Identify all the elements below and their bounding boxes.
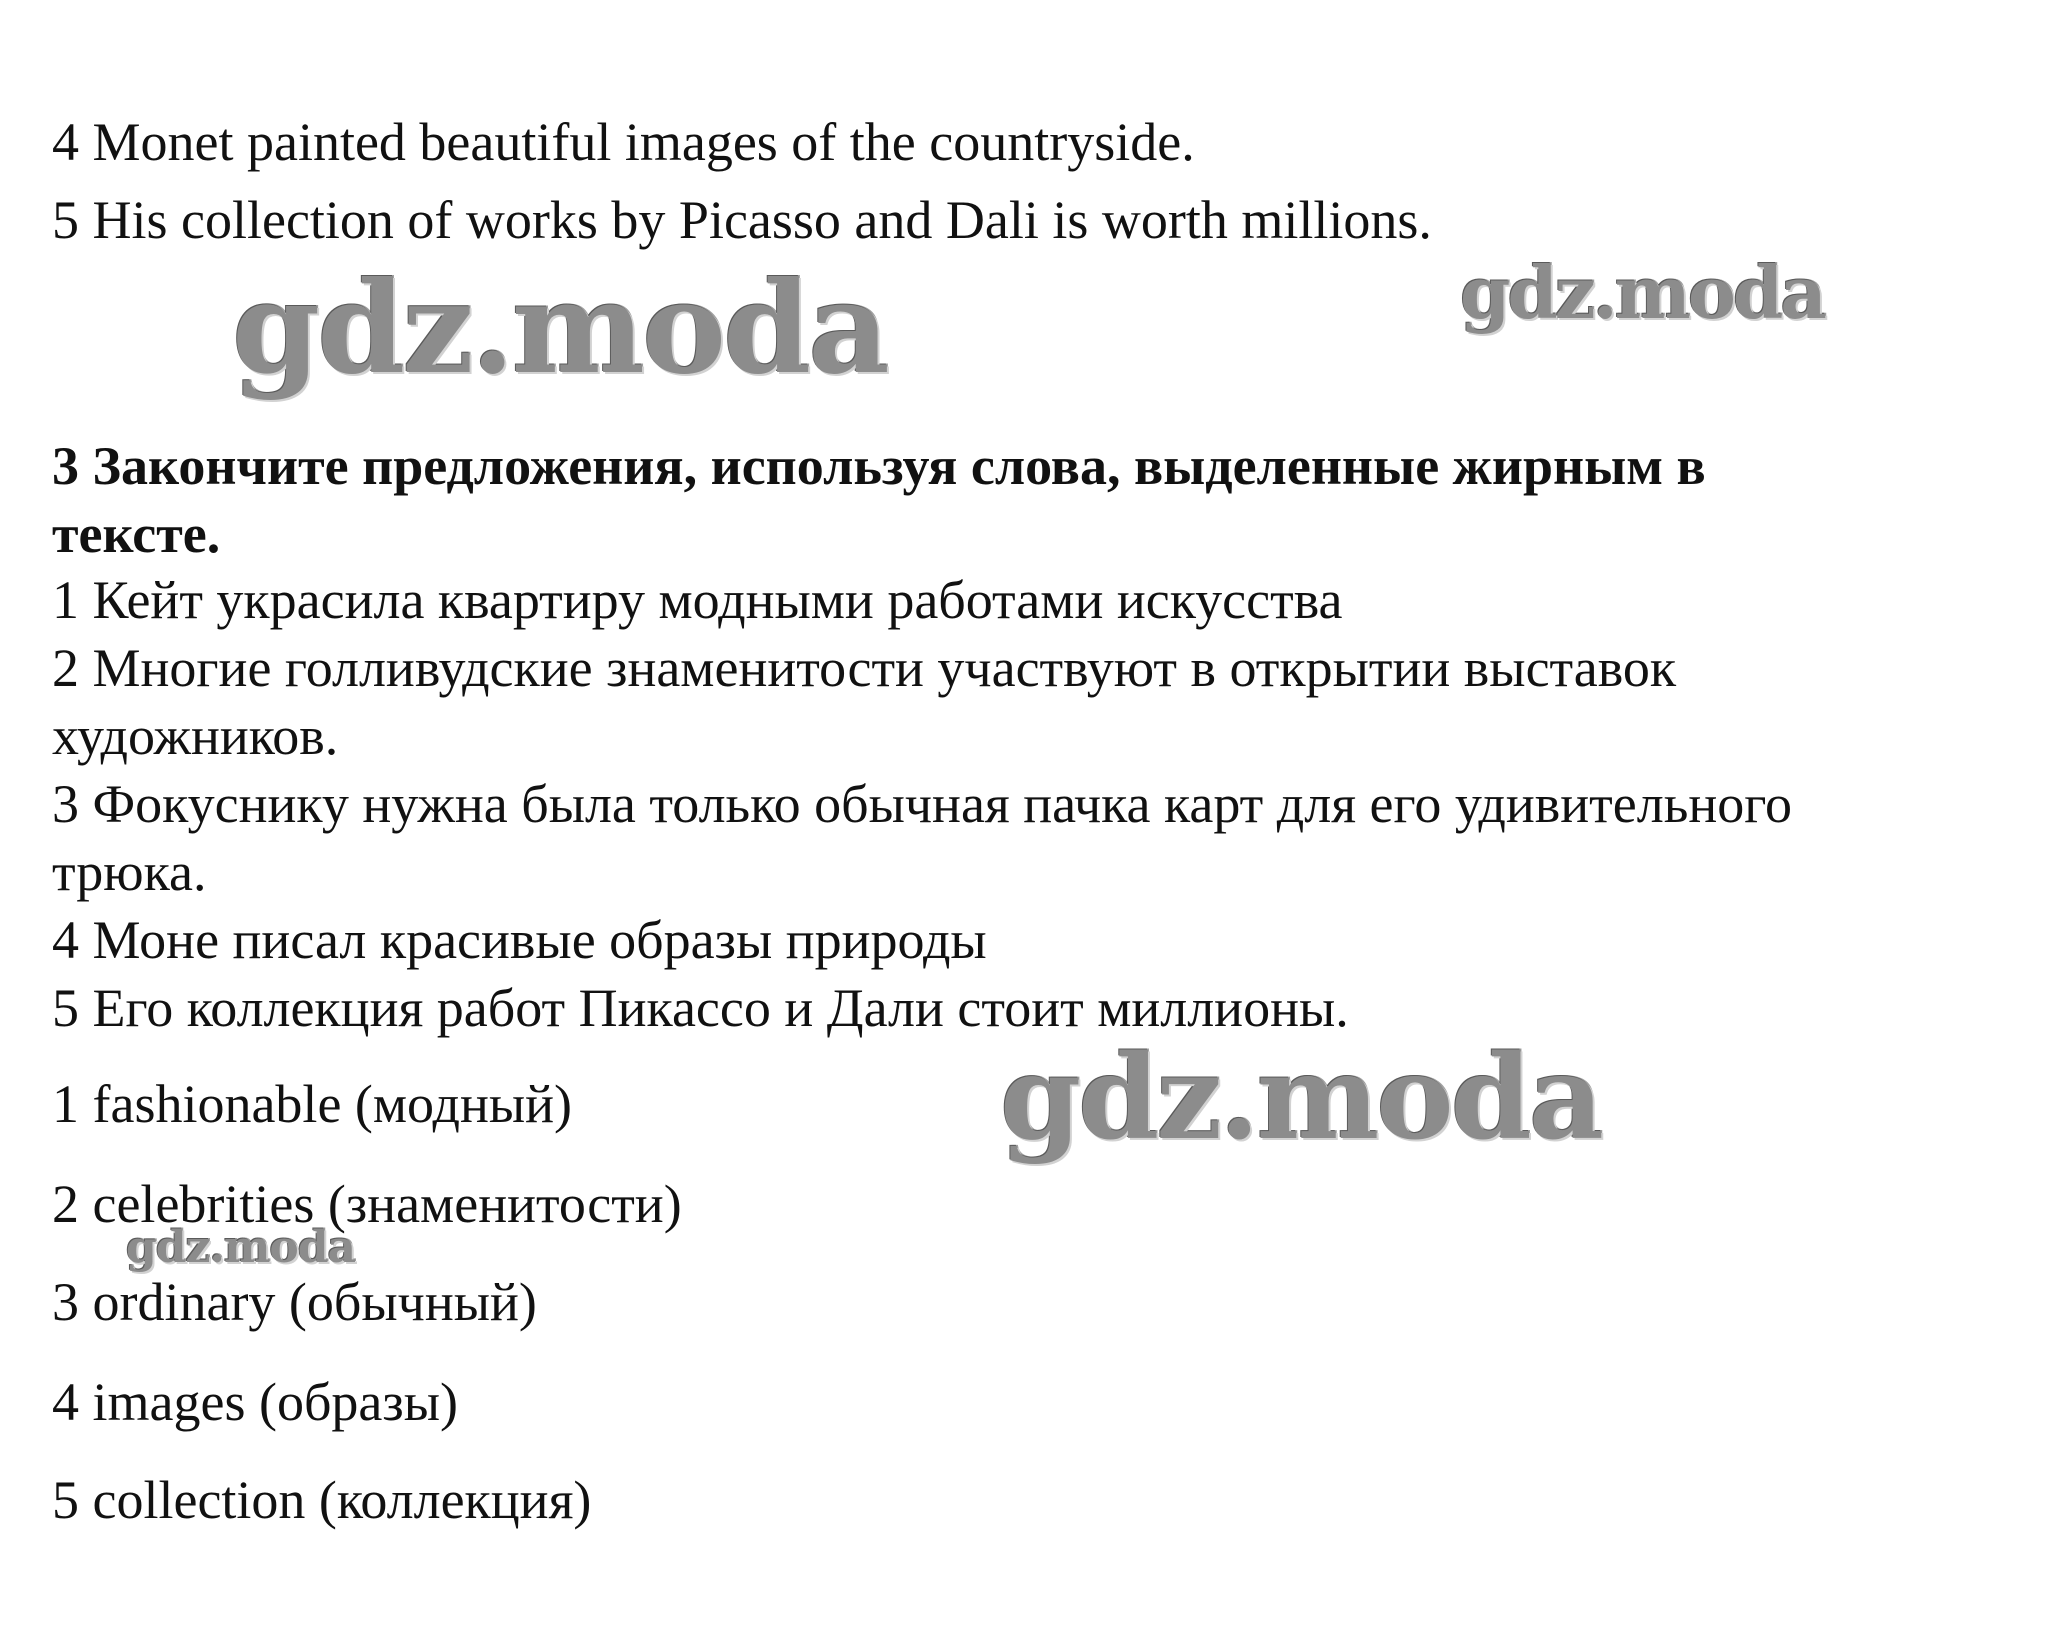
answer-1: 1 fashionable (модный) (52, 1074, 573, 1134)
translation-4: 4 Моне писал красивые образы природы (52, 910, 987, 970)
translation-5: 5 Его коллекция работ Пикассо и Дали стоит миллионы. (52, 978, 1349, 1038)
sentence-5-english: 5 His collection of works by Picasso and Dali is worth millions. (52, 190, 1432, 250)
translation-3: 3 Фокуснику нужна была только обычная пачка карт для его удивительного (52, 774, 1793, 834)
sentence-4-english: 4 Monet painted beautiful images of the countryside. (52, 112, 1195, 172)
answer-4: 4 images (образы) (52, 1372, 458, 1432)
answer-5: 5 collection (коллекция) (52, 1470, 592, 1530)
watermark-top-right: gdz.moda (1460, 250, 1824, 335)
watermark-large: gdz.moda (232, 254, 887, 402)
task-heading-line2: тексте. (52, 504, 221, 564)
translation-2-cont: художников. (52, 706, 339, 766)
watermark-middle: gdz.moda (1000, 1030, 1601, 1166)
answer-3: 3 ordinary (обычный) (52, 1272, 537, 1332)
answer-2: 2 celebrities (знаменитости) (52, 1174, 682, 1234)
translation-3-cont: трюка. (52, 842, 207, 902)
watermark-small: gdz.moda (126, 1222, 356, 1273)
task-heading-line1: 3 Закончите предложения, используя слова, выделенные жирным в (52, 436, 1706, 496)
translation-2: 2 Многие голливудские знаменитости участвуют в открытии выставок (52, 638, 1677, 698)
translation-1: 1 Кейт украсила квартиру модными работами искусства (52, 570, 1343, 630)
